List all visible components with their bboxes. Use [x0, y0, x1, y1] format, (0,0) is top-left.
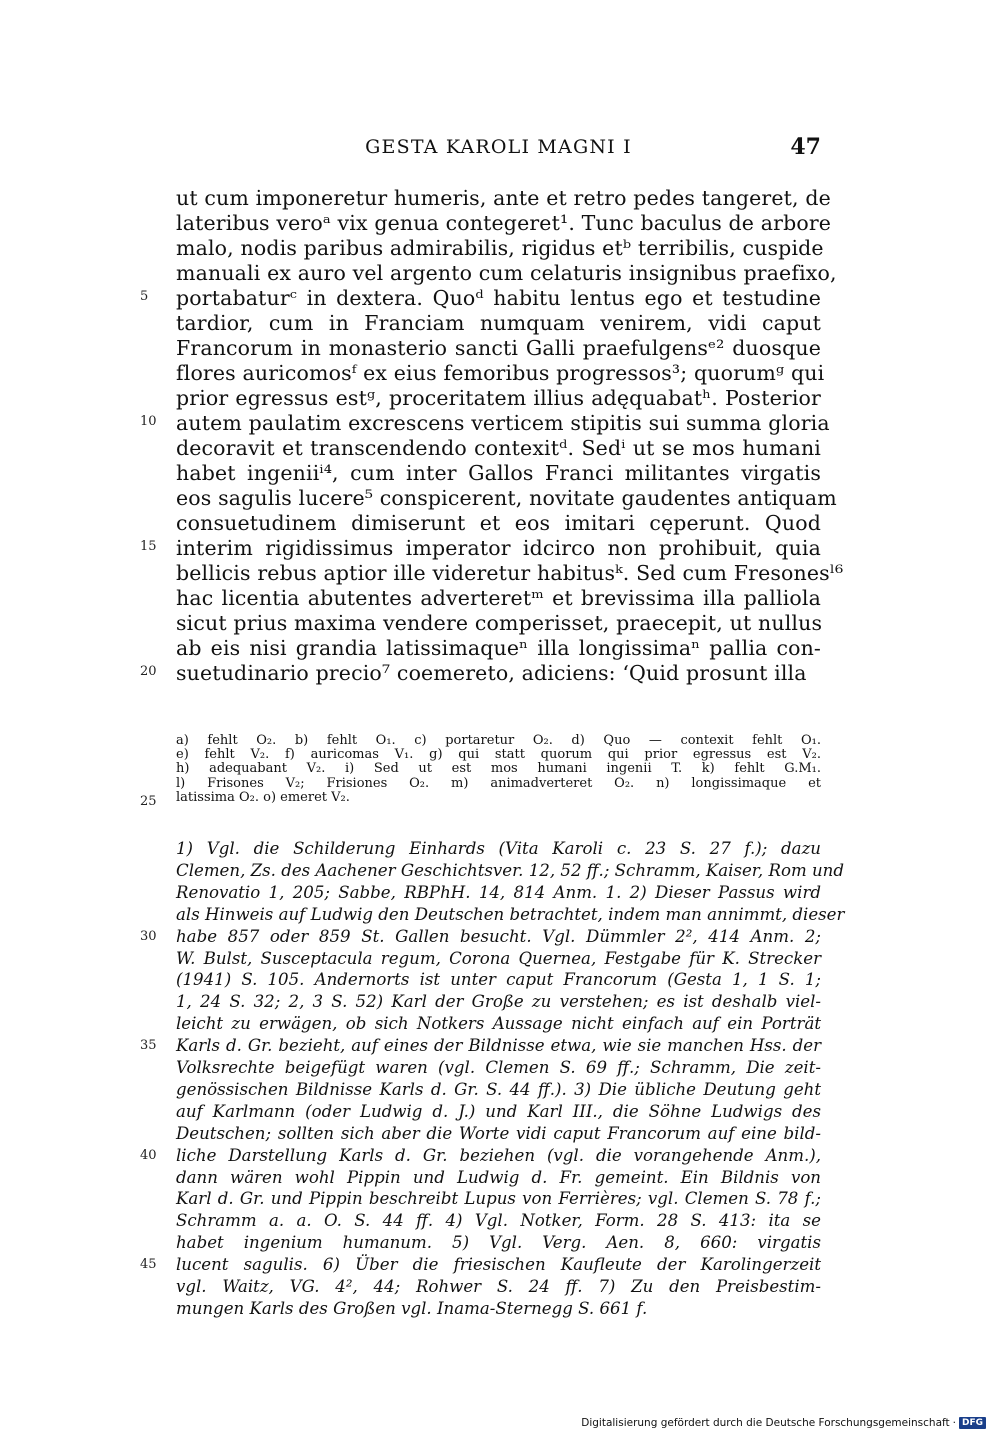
- note-line-6: W. Bulst, Susceptacula regum, Corona Quernea, Festgabe für K. Strecker: [176, 948, 821, 968]
- note-line-18: Schramm a. a. O. S. 44 ff. 4) Vgl. Notker, Form. 28 S. 413: ita se: [176, 1211, 821, 1231]
- note-line-22: mungen Karls des Großen vgl. Inama-Sternegg S. 661 f.: [176, 1298, 648, 1318]
- main-line-10: autem paulatim excrescens verticem stipitis sui summa gloria: [176, 411, 830, 435]
- main-line-2: lateribus veroᵃ vix genua contegeret¹. Tunc baculus de arbore: [176, 211, 832, 235]
- main-line-12: habet ingeniiⁱ⁴, cum inter Gallos Franci militantes virgatis: [176, 461, 821, 485]
- apparatus-line-3: h) adequabant V₂. i) Sed ut est mos humani ingenii T. k) fehlt G.M₁.: [176, 761, 821, 777]
- main-line-7: Francorum in monasterio sancti Galli praefulgensᵉ² duosque: [176, 336, 821, 360]
- main-line-13: eos sagulis lucere⁵ conspicerent, novitate gaudentes antiquam: [176, 486, 837, 510]
- note-line-14: Deutschen; sollten sich aber die Worte vidi caput Francorum auf eine bild-: [176, 1123, 821, 1143]
- line-number: 25: [140, 793, 157, 809]
- note-line-11: Volksrechte beigefügt waren (vgl. Clemen S. 69 ff.; Schramm, Die zeit-: [176, 1058, 821, 1077]
- note-line-7: (1941) S. 105. Andernorts ist unter caput Francorum (Gesta 1, 1 S. 1;: [176, 970, 821, 990]
- note-line-13: auf Karlmann (oder Ludwig d. J.) und Karl III., die Söhne Ludwigs des: [176, 1101, 821, 1121]
- line-number: 45: [140, 1257, 157, 1273]
- note-line-5: habe 857 oder 859 St. Gallen besucht. Vgl. Dümmler 2², 414 Anm. 2;: [176, 926, 821, 946]
- main-line-5: portabaturᶜ in dextera. Quoᵈ habitu lentus ego et testudine: [176, 286, 821, 310]
- note-line-19: habet ingenium humanum. 5) Vgl. Verg. Aen. 8, 660: virgatis: [176, 1233, 821, 1253]
- main-line-18: sicut prius maxima vendere comperisset, praecepit, ut nullus: [176, 611, 823, 635]
- note-line-3: Renovatio 1, 205; Sabbe, RBPhH. 14, 814 Anm. 1. 2) Dieser Passus wird: [176, 882, 821, 902]
- note-line-1: 1) Vgl. die Schilderung Einhards (Vita Karoli c. 23 S. 27 f.); dazu: [176, 839, 821, 858]
- credit-text: Digitalisierung gefördert durch die Deutsche Forschungsgemeinschaft: [581, 1417, 950, 1429]
- main-line-8: flores auricomosᶠ ex eius femoribus progressos³; quorumᵍ qui: [176, 361, 825, 385]
- main-line-1: ut cum imponeretur humeris, ante et retro pedes tangeret, de: [176, 186, 831, 210]
- main-line-17: hac licentia abutentes adverteretᵐ et brevissima illa palliola: [176, 586, 821, 610]
- note-line-16: dann wären wohl Pippin und Ludwig d. Fr. gemeint. Ein Bildnis von: [176, 1167, 821, 1187]
- note-line-15: liche Darstellung Karls d. Gr. beziehen (vgl. die vorangehende Anm.),: [176, 1145, 821, 1165]
- line-number: 5: [140, 289, 149, 304]
- digitization-credit: Digitalisierung gefördert durch die Deutsche Forschungsgemeinschaft · DFG: [581, 1417, 986, 1429]
- page-header: [176, 132, 821, 162]
- line-number: 15: [140, 539, 157, 554]
- main-line-20: suetudinario precio⁷ coemereto, adiciens: ‘Quid prosunt illa: [176, 661, 807, 685]
- note-line-8: 1, 24 S. 32; 2, 3 S. 52) Karl der Große zu verstehen; es ist deshalb viel-: [176, 992, 821, 1012]
- running-title: GESTA KAROLI MAGNI I: [365, 136, 632, 158]
- line-number: 30: [140, 928, 157, 944]
- apparatus-line-2: e) fehlt V₂. f) auricomas V₁. g) qui statt quorum qui prior egressus est V₂.: [176, 747, 821, 763]
- main-line-9: prior egressus estᵍ, proceritatem illius adęquabatʰ. Posterior: [176, 386, 821, 410]
- note-line-10: Karls d. Gr. bezieht, auf eines der Bildnisse etwa, wie sie manchen Hss. der: [176, 1036, 821, 1056]
- line-number: 10: [140, 414, 157, 429]
- note-line-21: vgl. Waitz, VG. 4², 44; Rohwer S. 24 ff. 7) Zu den Preisbestim-: [176, 1277, 821, 1296]
- line-number: 35: [140, 1038, 157, 1054]
- main-line-6: tardior, cum in Franciam numquam venirem, vidi caput: [176, 311, 821, 335]
- note-line-17: Karl d. Gr. und Pippin beschreibt Lupus von Ferrières; vgl. Clemen S. 78 f.;: [176, 1189, 821, 1209]
- note-line-2: Clemen, Zs. des Aachener Geschichtsver. 12, 52 ff.; Schramm, Kaiser, Rom und: [176, 860, 844, 880]
- dfg-logo: DFG: [959, 1417, 986, 1429]
- main-line-15: interim rigidissimus imperator idcirco non prohibuit, quia: [176, 536, 821, 560]
- line-number: 40: [140, 1147, 157, 1163]
- main-line-3: malo, nodis paribus admirabilis, rigidus etᵇ terribilis, cuspide: [176, 236, 824, 260]
- main-line-16: bellicis rebus aptior ille videretur habitusᵏ. Sed cum Fresonesˡ⁶: [176, 561, 844, 585]
- main-line-19: ab eis nisi grandia latissimaqueⁿ illa longissimaⁿ pallia con-: [176, 636, 821, 660]
- page-number: 47: [790, 134, 821, 160]
- line-number: 20: [140, 664, 157, 679]
- apparatus-line-4: l) Frisones V₂; Frisiones O₂. m) animadverteret O₂. n) longissimaque et: [176, 775, 821, 791]
- main-line-4: manuali ex auro vel argento cum celaturis insignibus praefixo,: [176, 261, 837, 285]
- note-line-20: lucent sagulis. 6) Über die friesischen Kaufleute der Karolingerzeit: [176, 1255, 821, 1275]
- main-line-11: decoravit et transcendendo contexitᵈ. Sedⁱ ut se mos humani: [176, 436, 821, 460]
- apparatus-line-1: a) fehlt O₂. b) fehlt O₁. c) portaretur O₂. d) Quo — contexit fehlt O₁.: [176, 733, 821, 748]
- note-line-4: als Hinweis auf Ludwig den Deutschen betrachtet, indem man annimmt, dieser: [176, 904, 845, 924]
- main-line-14: consuetudinem dimiserunt et eos imitari cęperunt. Quod: [176, 511, 821, 535]
- apparatus-line-5: latissima O₂. o) emeret V₂.: [176, 789, 350, 805]
- note-line-9: leicht zu erwägen, ob sich Notkers Aussage nicht einfach auf ein Porträt: [176, 1014, 821, 1034]
- note-line-12: genössischen Bildnisse Karls d. Gr. S. 44 ff.). 3) Die übliche Deutung geht: [176, 1079, 821, 1099]
